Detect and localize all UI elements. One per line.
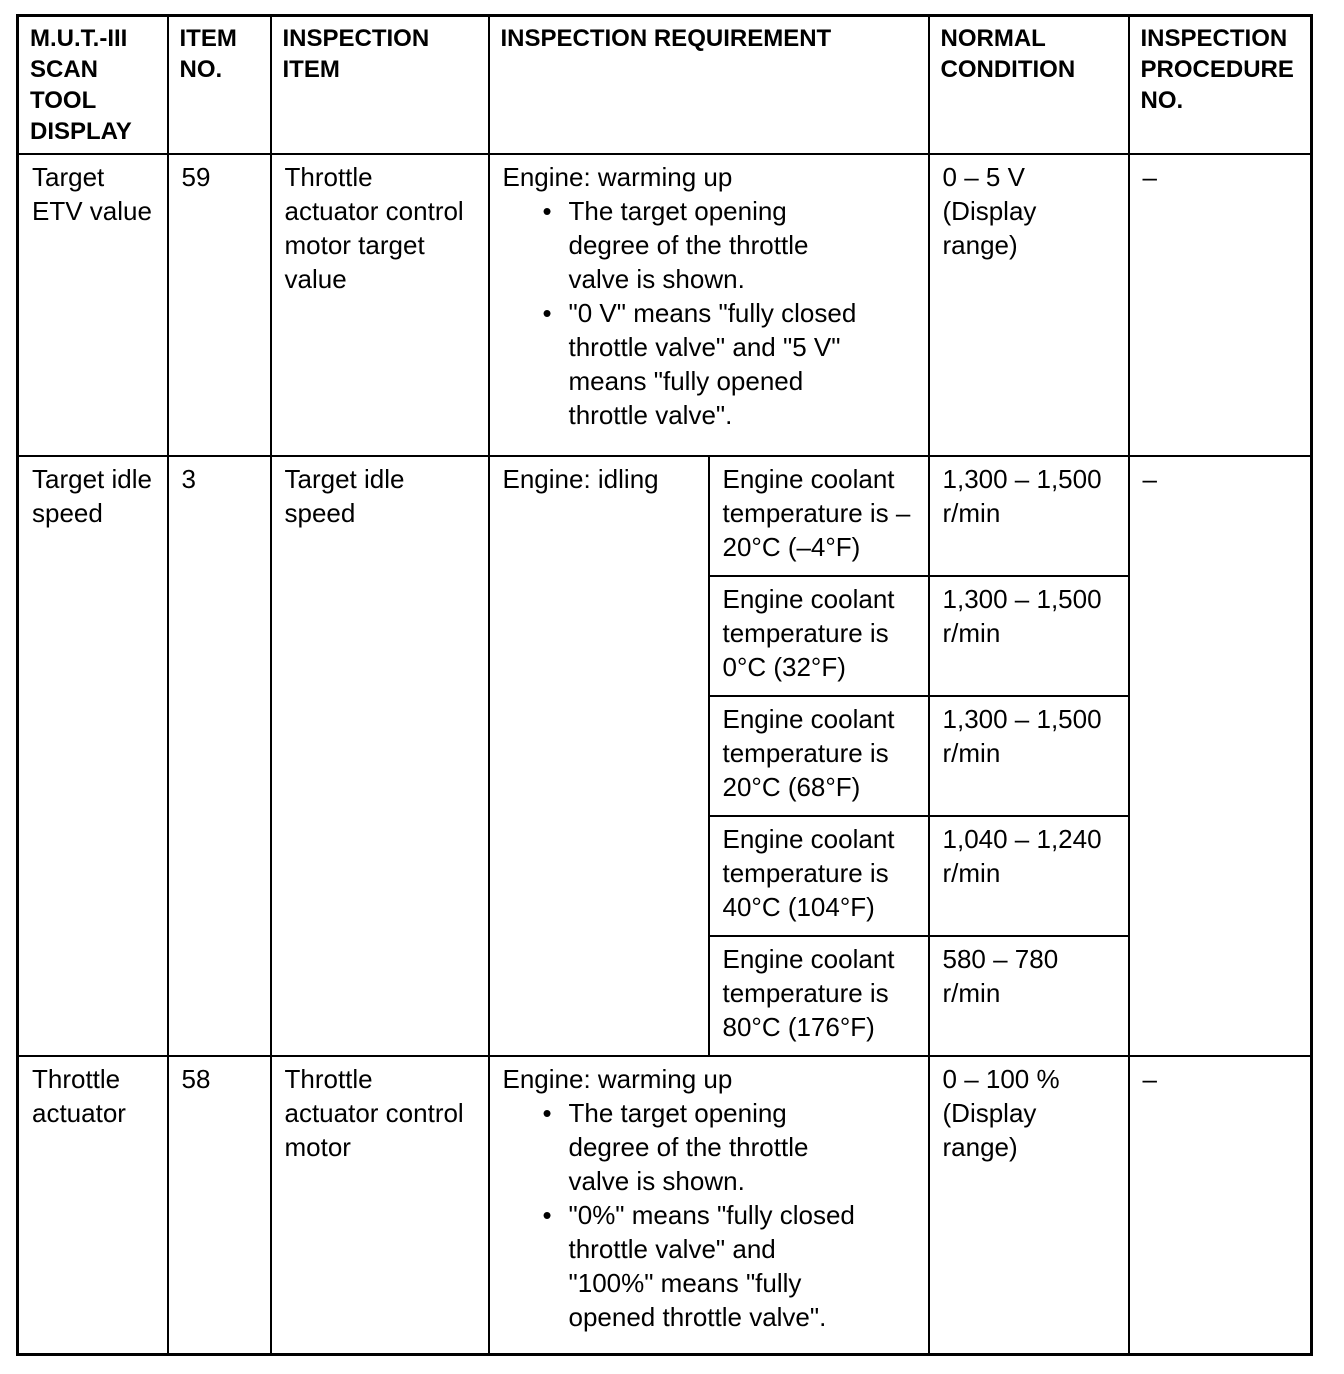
cell-inspection-requirement	[489, 154, 929, 456]
cell-normal-condition: 1,300 – 1,500 r/min	[929, 696, 1129, 816]
cell-normal-condition: 1,300 – 1,500 r/min	[929, 456, 1129, 576]
col-header-item-no: ITEM NO.	[168, 16, 271, 155]
cell-normal-condition: 1,040 – 1,240 r/min	[929, 816, 1129, 936]
table-row-target-idle-speed	[18, 456, 1312, 576]
cell-inspection-requirement: Engine: idling	[489, 456, 709, 1056]
scan-tool-data-table	[16, 14, 1313, 1356]
col-header-normal-condition: NORMAL CONDITION	[929, 16, 1129, 155]
cell-condition: Engine coolant temperature is 20°C (68°F)	[709, 696, 929, 816]
table-row-throttle-actuator	[18, 1056, 1312, 1354]
cell-inspection-item: Throttle actuator control motor	[271, 1056, 489, 1354]
cell-normal-condition: 580 – 780 r/min	[929, 936, 1129, 1056]
cell-normal-condition: 1,300 – 1,500 r/min	[929, 576, 1129, 696]
requirement-main: Engine: warming up	[502, 1064, 733, 1094]
cell-display: Target idle speed	[18, 456, 168, 1056]
requirement-bullet-list	[503, 1096, 914, 1334]
cell-procedure-no: –	[1129, 1056, 1312, 1354]
cell-normal-condition: 0 – 100 % (Display range)	[929, 1056, 1129, 1354]
col-header-procedure-no: INSPECTION PROCEDURE NO.	[1129, 16, 1312, 155]
requirement-bullet: • "0%" means "fully closed throttle valve" and "100%" means "fully opened throttle valve".	[543, 1198, 865, 1334]
requirement-bullet: • "0 V" means "fully closed throttle valve" and "5 V" means "fully opened throttle valve".	[543, 296, 865, 432]
cell-display: Throttle actuator	[18, 1056, 168, 1354]
requirement-bullet-list	[503, 194, 914, 432]
cell-condition: Engine coolant temperature is –20°C (–4°F)	[709, 456, 929, 576]
col-header-inspection-requirement: INSPECTION REQUIREMENT	[489, 16, 929, 155]
requirement-bullet: • The target opening degree of the throttle valve is shown.	[543, 194, 865, 296]
cell-condition: Engine coolant temperature is 0°C (32°F)	[709, 576, 929, 696]
requirement-main: Engine: warming up	[502, 162, 733, 192]
cell-item-no: 3	[168, 456, 271, 1056]
cell-normal-condition: 0 – 5 V (Display range)	[929, 154, 1129, 456]
cell-condition: Engine coolant temperature is 80°C (176°F)	[709, 936, 929, 1056]
requirement-bullet: • The target opening degree of the throttle valve is shown.	[543, 1096, 865, 1198]
cell-condition: Engine coolant temperature is 40°C (104°F)	[709, 816, 929, 936]
cell-inspection-item: Target idle speed	[271, 456, 489, 1056]
cell-item-no: 58	[168, 1056, 271, 1354]
cell-inspection-requirement	[489, 1056, 929, 1354]
table-row-target-etv-value	[18, 154, 1312, 456]
cell-procedure-no: –	[1129, 456, 1312, 1056]
header-row	[18, 16, 1312, 155]
cell-inspection-item: Throttle actuator control motor target value	[271, 154, 489, 456]
col-header-display: M.U.T.-III SCAN TOOL DISPLAY	[18, 16, 168, 155]
cell-procedure-no: –	[1129, 154, 1312, 456]
cell-item-no: 59	[168, 154, 271, 456]
col-header-inspection-item: INSPECTION ITEM	[271, 16, 489, 155]
cell-display: Target ETV value	[18, 154, 168, 456]
